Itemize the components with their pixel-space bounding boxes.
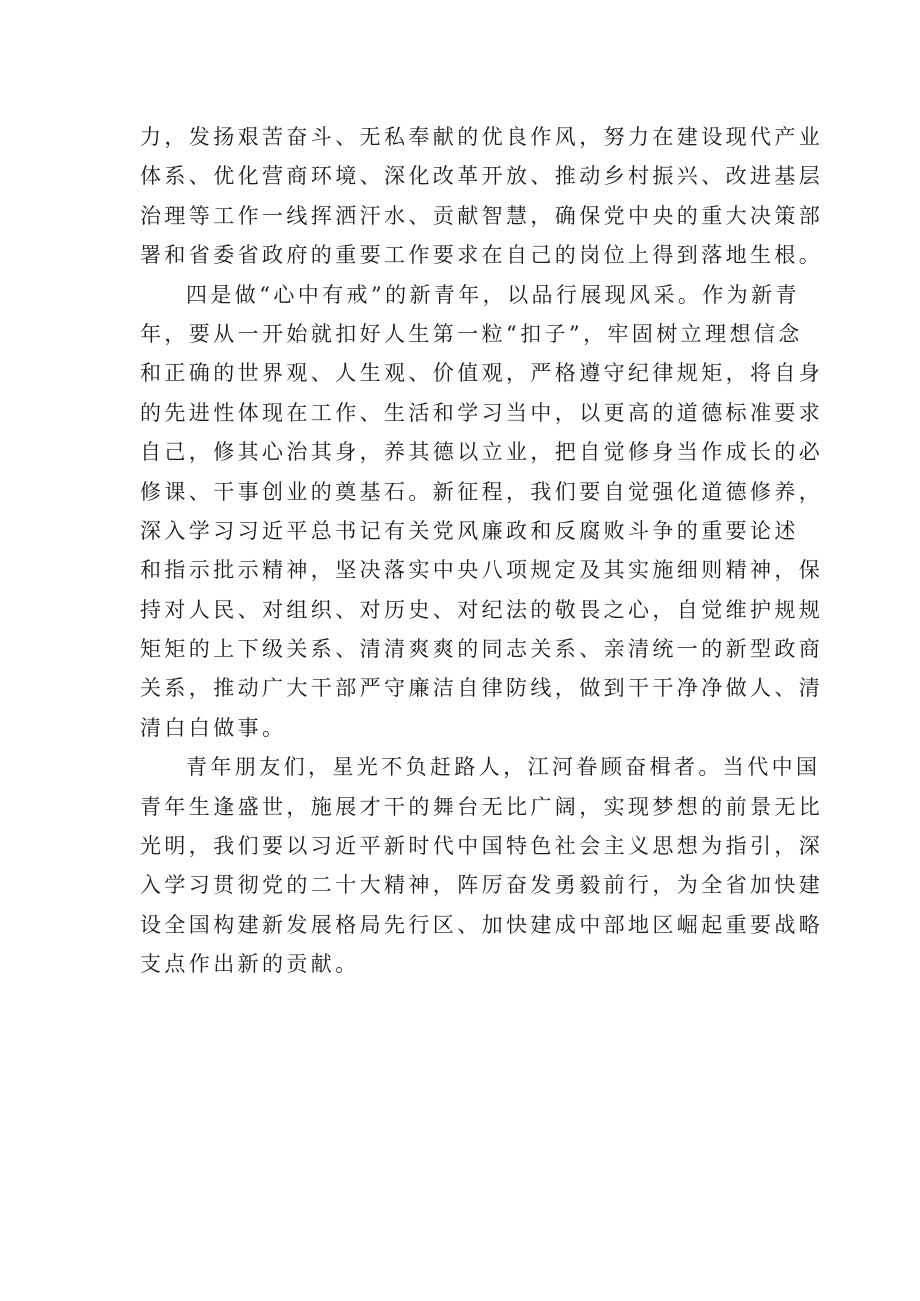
text-line: 的先进性体现在工作、生活和学习当中，以更高的道德标准要求 (140, 400, 824, 425)
text-line: 入学习贯彻党的二十大精神，阵厉奋发勇毅前行，为全省加快建 (140, 873, 824, 898)
text-line: 体系、优化营商环境、深化改革开放、推动乡村振兴、改进基层 (140, 164, 824, 189)
text-line: 关系，推动广大干部严守廉洁自律防线，做到干干净净做人、清 (140, 676, 824, 701)
text-line: 修课、干事创业的奠基石。新征程，我们要自觉强化道德修养， (140, 479, 824, 504)
body-text (140, 118, 824, 985)
text-line: 支点作出新的贡献。 (140, 952, 360, 977)
text-line: 青年生逢盛世，施展才干的舞台无比广阔，实现梦想的前景无比 (140, 794, 824, 819)
text-line: 治理等工作一线挥洒汗水、贡献智慧，确保党中央的重大决策部 (140, 203, 824, 228)
text-line: 年，要从一开始就扣好人生第一粒“扣子”，牢固树立理想信念 (140, 321, 803, 346)
text-line: 力，发扬艰苦奋斗、无私奉献的优良作风，努力在建设现代产业 (140, 125, 824, 149)
paragraph-start-line: 四是做“心中有戒”的新青年，以品行展现风采。作为新青 (186, 282, 800, 307)
text-line: 持对人民、对组织、对历史、对纪法的敬畏之心，自觉维护规规 (140, 597, 824, 622)
paragraph-start-line: 青年朋友们，星光不负赶路人，江河眷顾奋楫者。当代中国 (186, 755, 821, 780)
text-line: 清白白做事。 (140, 715, 287, 740)
text-line: 和正确的世界观、人生观、价值观，严格遵守纪律规矩，将自身 (140, 361, 824, 386)
text-line: 深入学习习近平总书记有关党风廉政和反腐败斗争的重要论述 (140, 518, 799, 543)
text-line: 自己，修其心治其身，养其德以立业，把自觉修身当作成长的必 (140, 440, 824, 465)
text-line: 署和省委省政府的重要工作要求在自己的岗位上得到落地生根。 (140, 243, 824, 268)
text-line: 设全国构建新发展格局先行区、加快建成中部地区崛起重要战略 (140, 912, 824, 937)
text-line: 和指示批示精神，坚决落实中央八项规定及其实施细则精神，保 (140, 558, 824, 583)
text-line: 光明，我们要以习近平新时代中国特色社会主义思想为指引，深 (140, 834, 824, 859)
text-line: 矩矩的上下级关系、清清爽爽的同志关系、亲清统一的新型政商 (140, 637, 824, 662)
